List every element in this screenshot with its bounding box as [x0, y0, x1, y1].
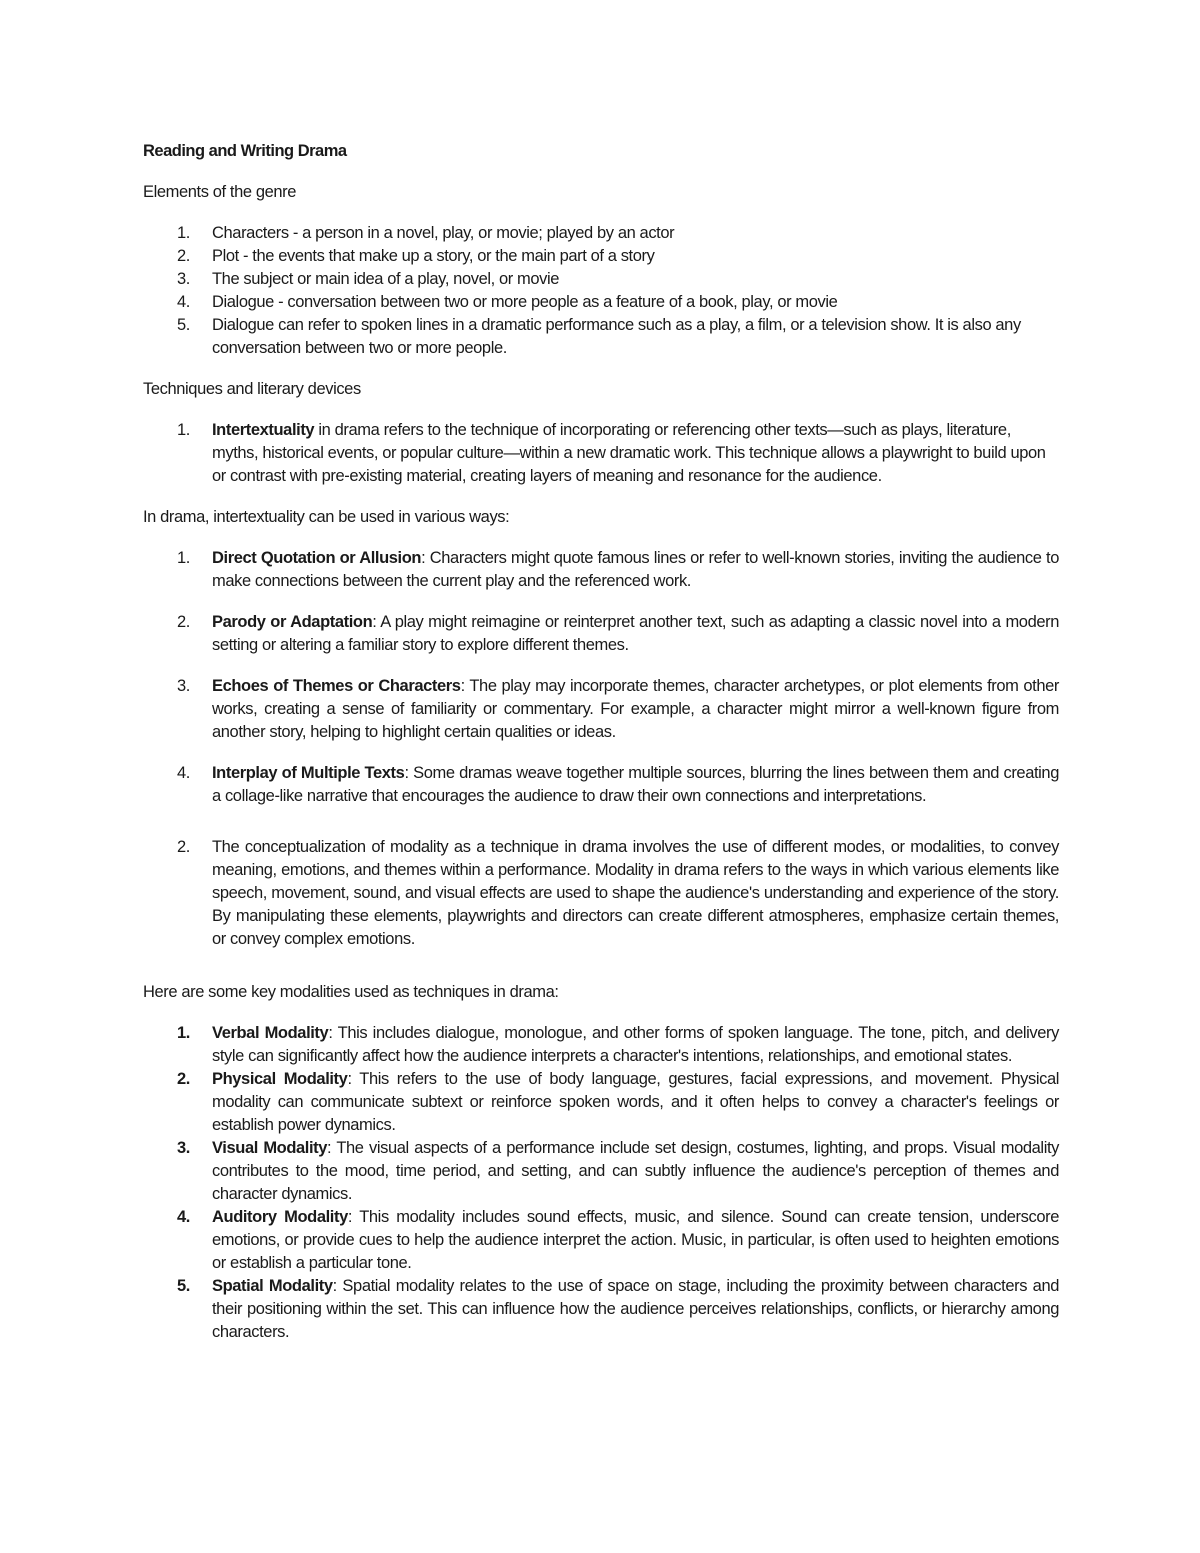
list-item-text: The subject or main idea of a play, novel, or movie	[212, 270, 560, 288]
list-number: 1.	[177, 421, 190, 439]
list-number: 3.	[177, 270, 190, 288]
term-label: Echoes of Themes or Characters	[212, 677, 461, 695]
list-number: 2.	[177, 613, 190, 631]
term-label: Parody or Adaptation	[212, 613, 373, 631]
list-item-text: : Some dramas weave together multiple sources, blurring the lines between them and creating a collage-like narrative that encourages the audience to draw their own connections and interpretations.	[212, 764, 1059, 805]
list-item-text: : The visual aspects of a performance include set design, costumes, lighting, and props. Visual modality contributes to the mood, time period, and setting, and can subtly influence the audience's perception of themes and character dynamics.	[212, 1139, 1059, 1203]
list-item-text: Dialogue - conversation between two or more people as a feature of a book, play, or movie	[212, 293, 838, 311]
document-title: Reading and Writing Drama	[143, 142, 347, 160]
list-item	[143, 1137, 1059, 1206]
list-item	[143, 314, 1059, 360]
term-label: Visual Modality	[212, 1139, 328, 1157]
list-item	[143, 1206, 1059, 1275]
list-number: 4.	[177, 764, 190, 782]
ways-heading: In drama, intertextuality can be used in various ways:	[143, 508, 510, 526]
list-number: 1.	[177, 224, 190, 242]
list-item-text: : This modality includes sound effects, music, and silence. Sound can create tension, underscore emotions, or provide cues to help the audience interpret the action. Music, in particular, is often used to heighten emotions or establish a particular tone.	[212, 1208, 1059, 1272]
elements-heading: Elements of the genre	[143, 183, 297, 201]
list-item	[143, 419, 1059, 488]
modalities-heading: Here are some key modalities used as techniques in drama:	[143, 983, 559, 1001]
term-label: Verbal Modality	[212, 1024, 329, 1042]
list-item-text: : A play might reimagine or reinterpret another text, such as adapting a classic novel into a modern setting or altering a familiar story to explore different themes.	[212, 613, 1060, 654]
list-item-text: : The play may incorporate themes, character archetypes, or plot elements from other works, creating a sense of familiarity or commentary. For example, a character might mirror a well-known figure from another story, helping to highlight certain qualities or ideas.	[212, 677, 1059, 741]
list-item-text: : Spatial modality relates to the use of space on stage, including the proximity between characters and their positioning within the set. This can influence how the audience perceives relationships, conflicts, or hierarchy among characters.	[212, 1277, 1060, 1341]
ways-list	[143, 547, 1059, 808]
list-item	[143, 1022, 1059, 1068]
list-item	[143, 762, 1059, 808]
list-item	[143, 1275, 1059, 1344]
list-number: 4.	[177, 293, 190, 311]
modalities-list	[143, 1022, 1059, 1344]
techniques-list	[143, 419, 1059, 488]
list-number: 2.	[177, 838, 190, 856]
list-number: 4.	[177, 1208, 190, 1226]
list-number: 1.	[177, 1024, 190, 1042]
term-label: Spatial Modality	[212, 1277, 333, 1295]
modality-list	[143, 836, 1059, 951]
term-label: Direct Quotation or Allusion	[212, 549, 422, 567]
term-label: Auditory Modality	[212, 1208, 348, 1226]
list-item	[143, 611, 1059, 657]
term-label: Physical Modality	[212, 1070, 348, 1088]
list-number: 2.	[177, 247, 190, 265]
list-item	[143, 547, 1059, 593]
list-item-text: in drama refers to the technique of incorporating or referencing other texts—such as plays, literature, myths, historical events, or popular culture—within a new dramatic work. This technique allows a playwright to build upon or contrast with pre-existing material, creating layers of meaning and resonance for the audience.	[212, 421, 1046, 485]
list-item-text: : This includes dialogue, monologue, and other forms of spoken language. The tone, pitch, and delivery style can significantly affect how the audience interprets a character's intentions, relationships, and emotional states.	[212, 1024, 1059, 1065]
list-item	[143, 291, 1059, 314]
list-number: 1.	[177, 549, 190, 567]
list-number: 5.	[177, 316, 190, 334]
list-item-text: Plot - the events that make up a story, or the main part of a story	[212, 247, 655, 265]
list-number: 3.	[177, 1139, 190, 1157]
term-label: Interplay of Multiple Texts	[212, 764, 405, 782]
list-item	[143, 836, 1059, 951]
list-item	[143, 222, 1059, 245]
techniques-heading: Techniques and literary devices	[143, 380, 361, 398]
list-item-text: The conceptualization of modality as a technique in drama involves the use of different modes, or modalities, to convey meaning, emotions, and themes within a performance. Modality in drama refers to the ways in which various elements like speech, movement, sound, and visual effects are used to shape the audience's understanding and experience of the story. By manipulating these elements, playwrights and directors can create different atmospheres, emphasize certain themes, or convey complex emotions.	[212, 838, 1059, 948]
document-page	[143, 140, 1059, 1344]
list-item-text: : This refers to the use of body language, gestures, facial expressions, and movement. Physical modality can communicate subtext or reinforce spoken words, and it often helps to convey a character's feelings or establish power dynamics.	[212, 1070, 1059, 1134]
list-item	[143, 245, 1059, 268]
list-item	[143, 675, 1059, 744]
elements-list	[143, 222, 1059, 360]
list-item-text: : Characters might quote famous lines or refer to well-known stories, inviting the audience to make connections between the current play and the referenced work.	[212, 549, 1059, 590]
list-item	[143, 268, 1059, 291]
term-label: Intertextuality	[212, 421, 315, 439]
list-number: 2.	[177, 1070, 190, 1088]
list-number: 3.	[177, 677, 190, 695]
list-item	[143, 1068, 1059, 1137]
list-number: 5.	[177, 1277, 190, 1295]
list-item-text: Characters - a person in a novel, play, or movie; played by an actor	[212, 224, 675, 242]
list-item-text: Dialogue can refer to spoken lines in a dramatic performance such as a play, a film, or a television show. It is also any conversation between two or more people.	[212, 316, 1021, 357]
